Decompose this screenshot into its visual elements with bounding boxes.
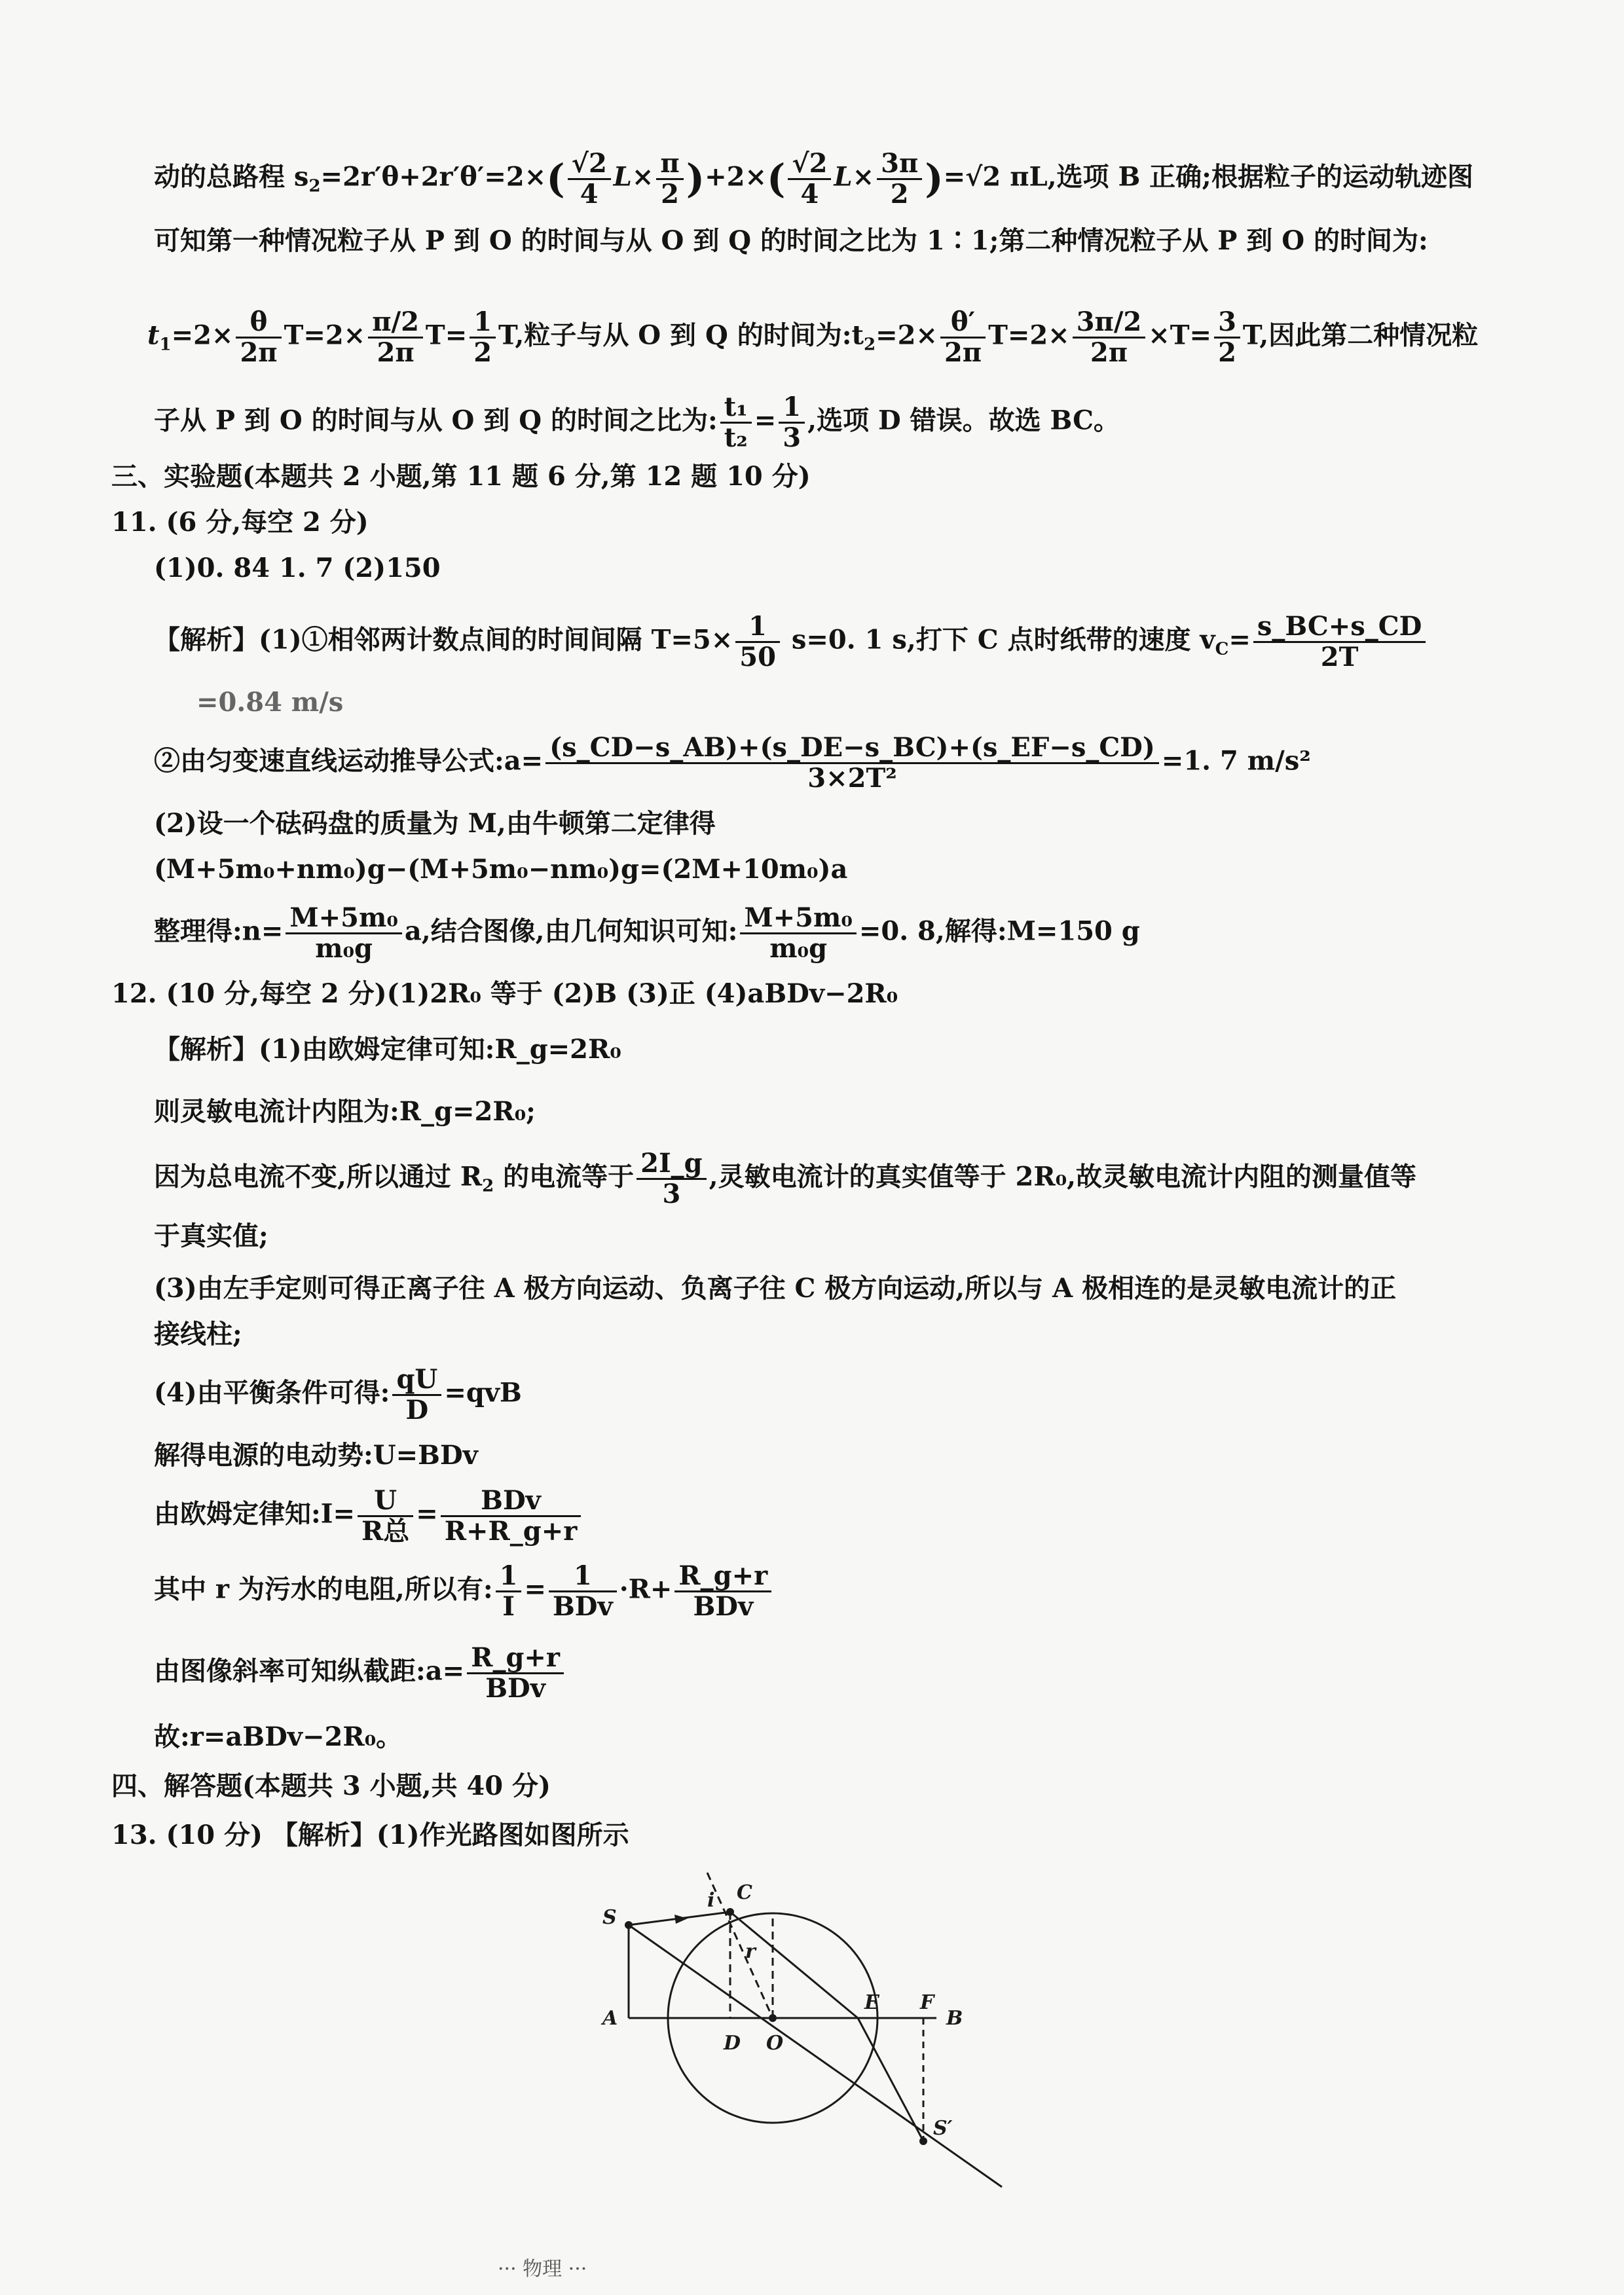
fraction: $\frac{√2}{4}$ [788,149,831,209]
page-footer: ··· 物理 ··· [498,2258,587,2281]
arrow-head [674,1915,688,1924]
question-header: 12. (10 分,每空 2 分)(1)2R₀ 等于 (2)B (3)正 (4)aBDv−2R₀ [111,978,898,1009]
fraction: $\frac{\text{M+5m₀}}{\text{m₀g}}$ [740,904,856,963]
fraction: $\frac{\theta'}{2\pi}$ [940,308,986,367]
fraction: $\frac{1}{2}$ [470,308,496,367]
light-path-diagram [576,1846,1074,2213]
text-line: 【解析】(1)由欧姆定律可知:R_g=2R₀ [154,1034,621,1065]
fraction: $\frac{\theta}{2\pi}$ [236,308,281,367]
text-line: (M+5m₀+nm₀)g−(M+5m₀−nm₀)g=(2M+10m₀)a [154,854,848,885]
label-b: B [946,2007,963,2030]
fraction: $\frac{\text{t₁}}{\text{t₂}}$ [720,393,752,452]
fraction: $\frac{(s\_CD-s\_AB)+(s\_DE-s\_BC)+(s\_EF-s\_CD)}{\text{3×2T²}}$ [545,733,1159,793]
text-line: 【解析】(1)①相邻两计数点间的时间间隔 T=5× $\frac{1}{50}$ s=0. 1 s,打下 C 点时纸带的速度 $v_C=$ $\frac{s\_BC+s\_CD}{2T}$ [154,612,1428,672]
point-c [726,1908,734,1916]
section-heading: 四、解答题(本题共 3 小题,共 40 分) [111,1771,551,1801]
text-line: 可知第一种情况粒子从 P 到 O 的时间与从 O 到 Q 的时间之比为 1∶1;第二种情况粒子从 P 到 O 的时间为: [154,225,1428,256]
label-o: O [766,2032,784,2055]
text-line: 动的总路程 $s_2=2r'\theta+2r'\theta'=2\times$( $\frac{√2}{4}$ L× $\frac{\pi}{2}$ )+2×( $\frac{√2}{4}$ L× $\frac{3\pi}{2}$ )=√2 πL,选项 B 正确;根据粒子的运动轨迹图 [154,148,1473,210]
point-o [769,2014,777,2022]
label-e: E [864,1991,879,2014]
fraction: $\frac{1}{\text{BDv}}$ [549,1562,617,1621]
label-i: i [707,1889,715,1912]
fraction: $\frac{3\pi}{2}$ [877,149,922,209]
fraction: $\frac{\pi/2}{2\pi}$ [368,308,423,367]
label-f: F [920,1991,934,2014]
fraction: $\frac{U}{\text{R总}}$ [358,1486,413,1546]
fraction: $\frac{\text{BDv}}{R+R\_g+r}$ [441,1486,581,1546]
label-r: r [745,1940,756,1963]
text-line: 其中 r 为污水的电阻,所以有: $\frac{1}{I}$ = $\frac{1}{\text{BDv}}$ ·R+ $\frac{R\_g+r}{\text{BDv}}$ [154,1562,774,1621]
point-s [625,1921,633,1929]
label-d: D [724,2032,741,2055]
label-a: A [602,2007,618,2030]
point-sprime [919,2137,927,2145]
text-line: 于真实值; [154,1221,268,1251]
fraction: $\frac{1}{50}$ [735,612,780,672]
fraction: $\frac{R\_g+r}{\text{BDv}}$ [467,1643,564,1703]
fraction: $\frac{1}{3}$ [779,393,805,452]
fraction: $\frac{qU}{D}$ [392,1365,441,1425]
line-s-sprime [629,1925,1002,2187]
text-line: 由欧姆定律知:I= $\frac{U}{\text{R总}}$ = $\frac{\text{BDv}}{R+R\_g+r}$ [154,1486,583,1546]
text-line: $t_1=2\times$ $\frac{\theta}{2\pi}$ T=2× $\frac{\pi/2}{2\pi}$ T= $\frac{1}{2}$ T,粒子与从 O 到 Q 的时间为$:t_2=2\times$ $\frac{\theta'}{2\pi}$ T=2× $\frac{3\pi/2}{2\pi}$ ×T= $\frac{3}{2}$ T,因此第二种情况粒 [147,306,1479,368]
text-line: (2)设一个砝码盘的质量为 M,由牛顿第二定律得 [154,808,716,839]
question-header: 13. (10 分) 【解析】(1)作光路图如图所示 [111,1820,629,1850]
text-line: (3)由左手定则可得正离子往 A 极方向运动、负离子往 C 极方向运动,所以与 A 极相连的是灵敏电流计的正 [154,1273,1397,1304]
fraction: $\frac{1}{I}$ [496,1562,522,1621]
fraction: $\frac{3\pi/2}{2\pi}$ [1073,308,1146,367]
answer-line: (1)0. 84 1. 7 (2)150 [154,553,441,583]
fraction: $\frac{2I\_g}{3}$ [637,1149,707,1209]
fraction: $\frac{\text{M+5m₀}}{\text{m₀g}}$ [286,904,401,963]
text-line: 故:r=aBDv−2R₀。 [154,1721,403,1752]
text-line: ②由匀变速直线运动推导公式:a= $\frac{(s\_CD-s\_AB)+(s\_DE-s\_BC)+(s\_EF-s\_CD)}{\text{3×2T²}}$ =1. 7 m/s² [154,732,1311,794]
text-line: 解得电源的电动势:U=BDv [154,1440,478,1471]
text-line: 子从 P 到 O 的时间与从 O 到 Q 的时间之比为: $\frac{\text{t₁}}{\text{t₂}}$ = $\frac{1}{3}$ ,选项 D 错误。故选 BC。 [154,392,1120,453]
text-line: 由图像斜率可知纵截距:a= $\frac{R\_g+r}{\text{BDv}}$ [154,1643,566,1703]
refracted-ray [730,1912,858,2018]
fraction: $\frac{R\_g+r}{\text{BDv}}$ [674,1562,771,1621]
fraction: $\frac{3}{2}$ [1214,308,1240,367]
text-line: 因为总电流不变,所以通过 $R_2$ 的电流等于 $\frac{2I\_g}{3}$ ,灵敏电流计的真实值等于 2R₀,故灵敏电流计内阻的测量值等 [154,1148,1417,1209]
fraction: $\frac{s\_BC+s\_CD}{2T}$ [1253,612,1426,672]
text-line: (4)由平衡条件可得: $\frac{qU}{D}$ =qvB [154,1364,522,1425]
fraction: $\frac{\pi}{2}$ [656,149,683,209]
text-line: 接线柱; [154,1319,242,1349]
text-line: =0.84 m/s [196,687,344,718]
question-header: 11. (6 分,每空 2 分) [111,507,369,538]
fraction: $\frac{√2}{4}$ [568,149,611,209]
text-line: 整理得:n= $\frac{\text{M+5m₀}}{\text{m₀g}}$ a,结合图像,由几何知识可知: $\frac{\text{M+5m₀}}{\text{m₀g}}$ =0. 8,解得:M=150 g [154,902,1140,964]
emergent-ray [858,2018,923,2141]
label-c: C [737,1881,752,1904]
label-s: S [602,1906,617,1929]
label-sprime: S′ [933,2117,953,2140]
section-heading: 三、实验题(本题共 2 小题,第 11 题 6 分,第 12 题 10 分) [111,461,811,492]
text-line: 则灵敏电流计内阻为:R_g=2R₀; [154,1096,536,1127]
